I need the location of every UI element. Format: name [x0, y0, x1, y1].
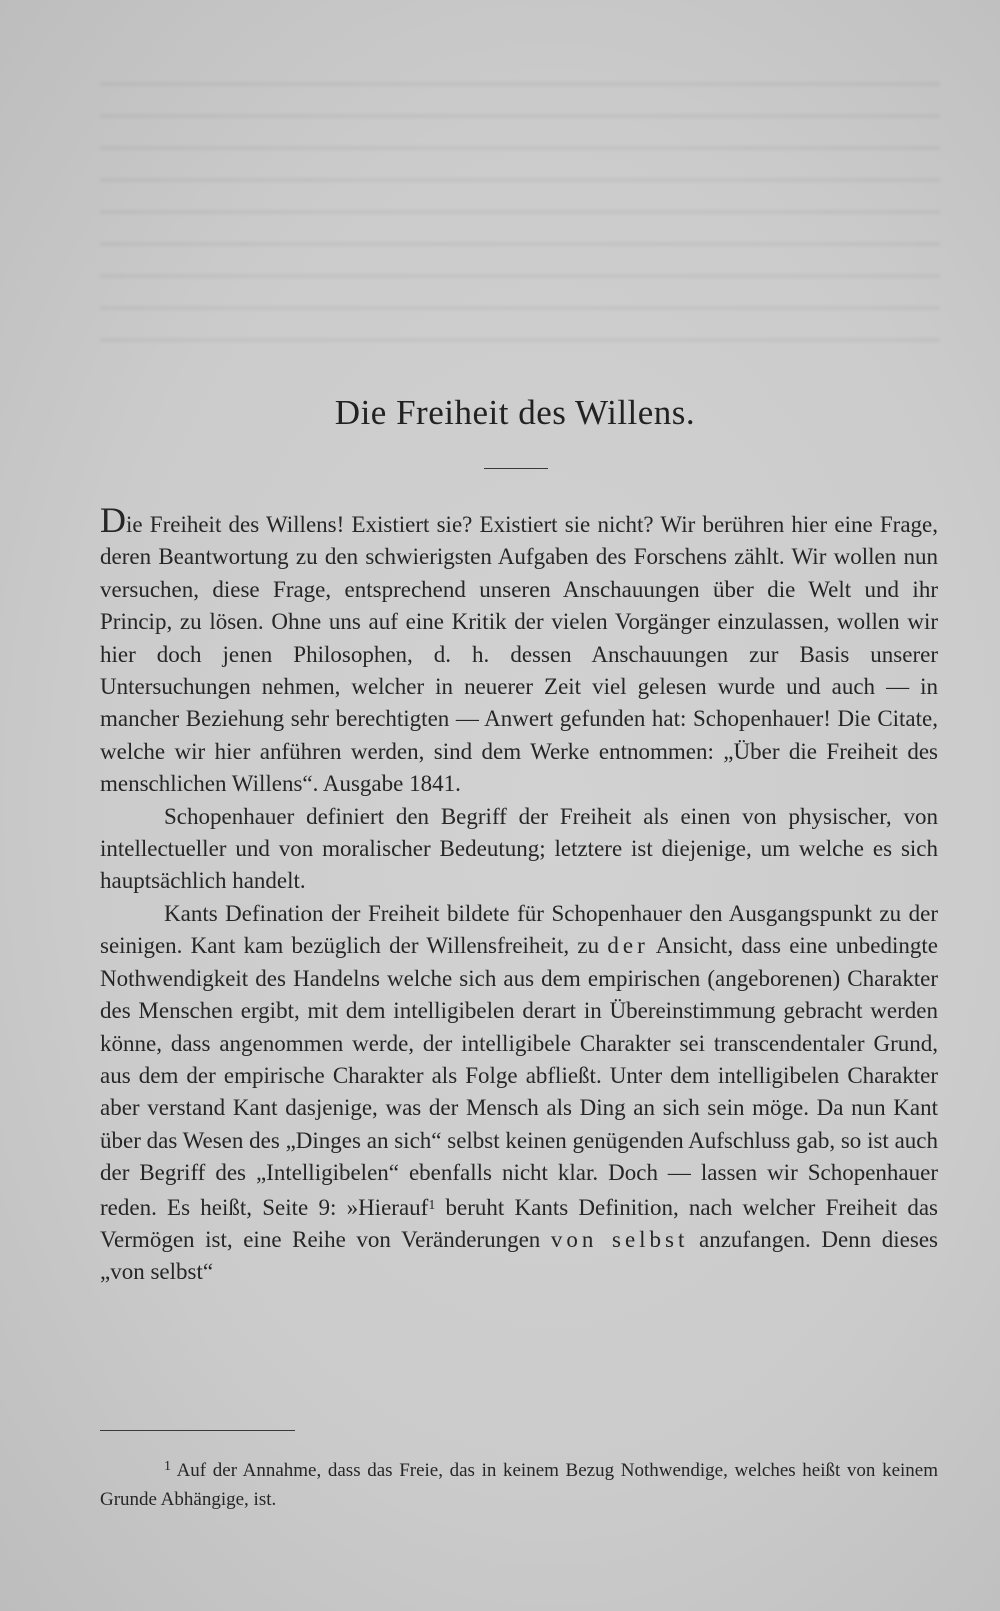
- paragraph-3: [100, 898, 938, 1289]
- paragraph-3-text-c: beruht Kants Definition, nach welcher Freiheit das Vermögen ist, eine Reihe von Veränderungen: [100, 1194, 938, 1252]
- show-through-texture: [100, 60, 940, 360]
- footnote: [100, 1452, 938, 1514]
- footnote-reference[interactable]: 1: [428, 1197, 436, 1213]
- chapter-title: Die Freiheit des Willens.: [334, 393, 696, 432]
- spaced-emphasis: der: [607, 933, 649, 959]
- title-divider: [484, 468, 548, 469]
- footnote-divider: [100, 1430, 295, 1431]
- spaced-emphasis: von selbst: [550, 1226, 689, 1252]
- paragraph-3-text-b: Ansicht, dass eine unbedingte Nothwendigkeit des Handelns welche sich aus dem empirischen (angeborenen) Charakter des Menschen ergibt, mit dem intelligibelen derart in Übereinstimmung gebracht werden könne, dass angenommen werde, der intelligibele Charakter sei transcendentaler Grund, aus dem der empirische Charakter als Folge abfließt. Unter dem intelligibelen Charakter aber verstand Kant dasjenige, was der Mensch als Ding an sich sein möge. Da nun Kant über das Wesen des „Dinges an sich“ selbst keinen genügenden Aufschluss gab, so ist auch der Begriff des „Intelligibelen“ ebenfalls nicht klar. Doch — lassen wir Schopenhauer reden. Es heißt, Seite 9: »Hierauf: [100, 933, 938, 1220]
- paragraph-1: [100, 500, 938, 801]
- paragraph-1-text: ie Freiheit des Willens! Existiert sie? Existiert sie nicht? Wir berühren hier eine Frage, deren Beantwortung zu den schwierigsten Aufgaben des Forschens zählt. Wir wollen nun versuchen, diese Frage, entsprechend unseren Anschauungen über die Welt und ihr Princip, zu lösen. Ohne uns auf eine Kritik der vielen Vorgänger einzulassen, wollen wir hier doch jenen Philosophen, d. h. dessen Anschauungen zur Basis unserer Untersuchungen nehmen, welcher in neuerer Zeit viel gelesen wurde und auch — in mancher Beziehung sehr berechtigten — Anwert gefunden hat: Schopenhauer! Die Citate, welche wir hier anführen werden, sind dem Werke entnommen: „Über die Freiheit des menschlichen Willens“. Ausgabe 1841.: [100, 512, 938, 797]
- paragraph-3-text-a: Kants Defination der Freiheit bildete für Schopenhauer den Ausgangspunkt zu der seinigen. Kant kam bezüglich der Willensfreiheit, zu: [100, 900, 938, 959]
- footnote-marker: 1: [164, 1459, 171, 1474]
- footnote-text: Auf der Annahme, dass das Freie, das in keinem Bezug Nothwendige, welches heißt von keinem Grunde Abhängige, ist.: [100, 1460, 938, 1510]
- paragraph-2: Schopenhauer definiert den Begriff der Freiheit als einen von physischer, von intellectueller und von moralischer Bedeutung; letztere ist diejenige, um welche es sich hauptsächlich handelt.: [100, 803, 938, 894]
- drop-capital: D: [100, 500, 126, 540]
- paragraph-3-text-d: anzufangen. Denn dieses „von selbst“: [100, 1226, 938, 1285]
- body-text: [100, 500, 938, 1289]
